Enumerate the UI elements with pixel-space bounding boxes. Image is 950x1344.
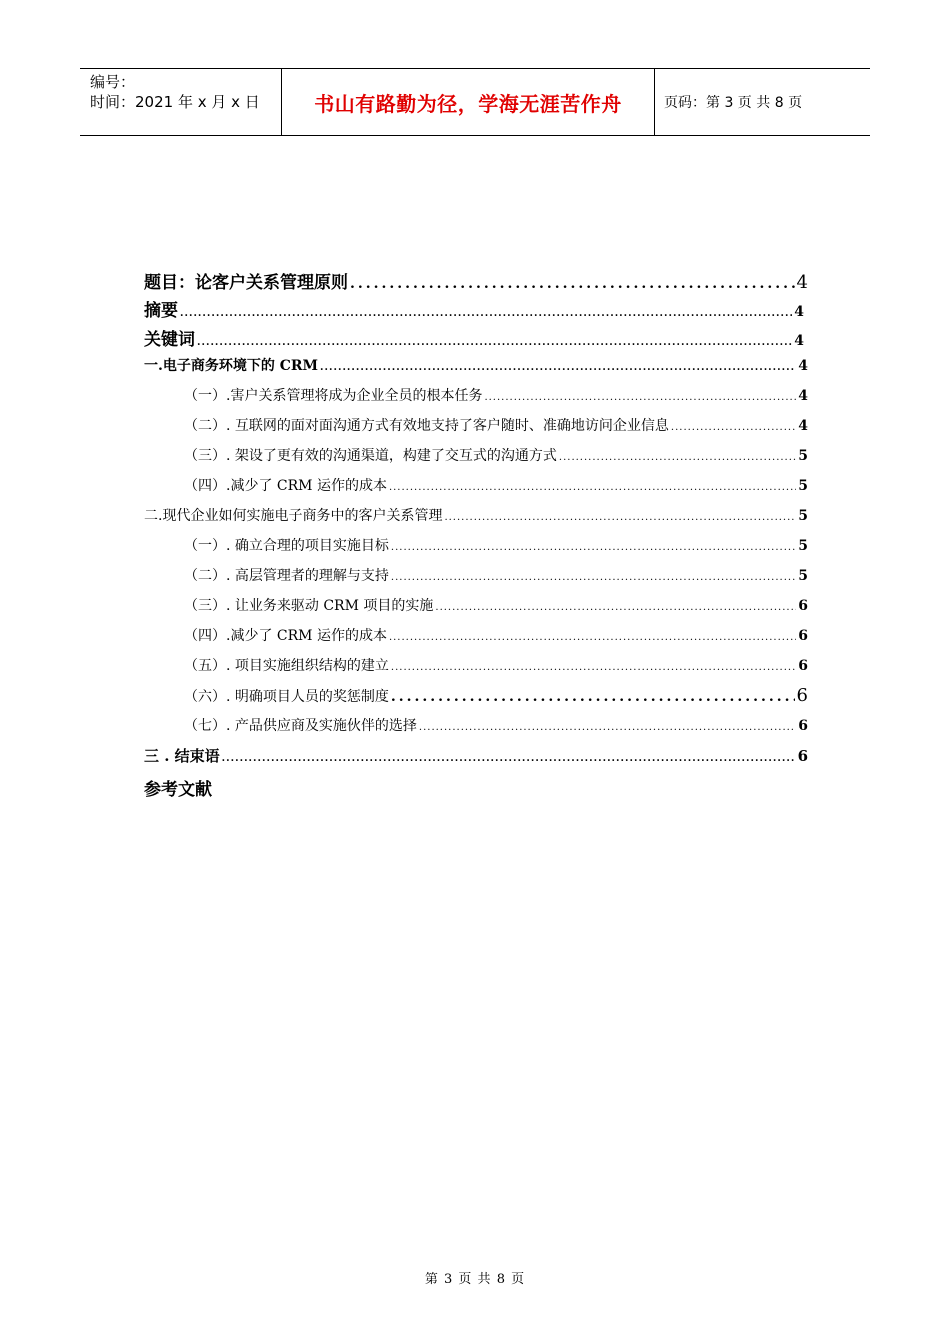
toc-entry-page: 6	[798, 628, 808, 644]
document-number-label: 编号：	[90, 73, 136, 91]
header-meta	[90, 72, 260, 112]
toc-entry-label: （二）. 高层管理者的理解与支持	[184, 568, 389, 584]
toc-leader	[484, 392, 796, 403]
toc-leader	[419, 722, 796, 733]
toc-entry[interactable]	[144, 296, 808, 325]
toc-entry[interactable]	[144, 355, 808, 385]
toc-entry-label: （七）. 产品供应商及实施伙伴的选择	[184, 718, 417, 734]
toc-entry-label: （一）. 确立合理的项目实施目标	[184, 538, 389, 554]
toc-entry[interactable]	[144, 745, 808, 775]
toc-entry-page: 5	[798, 538, 808, 554]
toc-entry[interactable]	[144, 715, 808, 745]
toc-entry[interactable]	[144, 775, 808, 805]
toc-entry-label: 参考文献	[144, 780, 212, 800]
toc-entry-label: （五）. 项目实施组织结构的建立	[184, 658, 389, 674]
toc-entry-label: 摘要	[144, 301, 178, 321]
toc-entry-label: （三）. 架设了更有效的沟通渠道，构建了交互式的沟通方式	[184, 448, 557, 464]
toc-entry-page: 4	[798, 418, 808, 434]
toc-leader	[350, 276, 795, 292]
page-footer: 第 3 页 共 8 页	[424, 1272, 526, 1287]
header-page-label: 页码：第 3 页 共 8 页	[664, 95, 803, 111]
header-motto: 书山有路勤为径，学海无涯苦作舟	[314, 91, 622, 116]
toc-leader	[559, 452, 796, 463]
toc-entry-page: 6	[797, 747, 808, 765]
toc-entry-label: （二）. 互联网的面对面沟通方式有效地支持了客户随时、准确地访问企业信息	[184, 418, 669, 434]
toc-entry[interactable]	[144, 535, 808, 565]
toc-entry-page: 5	[798, 448, 808, 464]
toc-entry[interactable]	[144, 655, 808, 685]
toc-leader	[197, 337, 792, 348]
toc-entry-page: 5	[798, 478, 808, 494]
toc-entry-label: 一.电子商务环境下的 CRM	[144, 358, 319, 374]
toc-leader	[391, 662, 796, 673]
toc-entry[interactable]	[144, 415, 808, 445]
toc-entry[interactable]	[144, 325, 808, 355]
toc-entry-page: 4	[798, 358, 808, 374]
toc-entry[interactable]	[144, 685, 808, 715]
toc-entry-label: （四）.减少了 CRM 运作的成本	[184, 478, 387, 494]
toc-leader	[391, 542, 796, 553]
toc-entry-label: （六）. 明确项目人员的奖惩制度	[184, 689, 389, 705]
toc-leader	[320, 362, 796, 373]
header-divider	[654, 68, 655, 136]
toc-entry-label: 二.现代企业如何实施电子商务中的客户关系管理	[144, 508, 443, 524]
page-header	[80, 68, 870, 136]
toc-entry[interactable]	[144, 475, 808, 505]
toc-leader	[222, 753, 796, 764]
toc-entry[interactable]	[144, 445, 808, 475]
toc-entry-label: 题目：论客户关系管理原则	[144, 273, 348, 293]
toc-entry-page: 5	[798, 508, 808, 524]
toc-leader	[389, 632, 796, 643]
toc-entry-label: 关键词	[144, 330, 195, 350]
table-of-contents	[144, 268, 808, 805]
toc-entry-label: （一）.害户关系管理将成为企业全员的根本任务	[184, 388, 483, 404]
toc-entry[interactable]	[144, 268, 808, 296]
toc-entry[interactable]	[144, 595, 808, 625]
toc-leader	[180, 308, 792, 319]
toc-entry-page: 5	[798, 568, 808, 584]
toc-entry-label: 三 . 结束语	[144, 747, 220, 765]
toc-entry-page: 4	[796, 272, 808, 293]
toc-entry[interactable]	[144, 565, 808, 595]
toc-entry[interactable]	[144, 385, 808, 415]
toc-leader	[391, 689, 795, 705]
toc-entry[interactable]	[144, 505, 808, 535]
toc-entry-label: （三）. 让业务来驱动 CRM 项目的实施	[184, 598, 434, 614]
toc-leader	[444, 512, 796, 523]
toc-leader	[389, 482, 796, 493]
toc-entry-page: 4	[798, 388, 808, 404]
toc-entry-page: 6	[798, 598, 808, 614]
toc-entry-page: 6	[798, 658, 808, 674]
document-date-label: 时间：2021 年 x 月 x 日	[90, 93, 260, 111]
toc-entry-page: 6	[798, 718, 808, 734]
toc-leader	[671, 422, 796, 433]
toc-entry[interactable]	[144, 625, 808, 655]
toc-leader	[391, 572, 796, 583]
toc-entry-label: （四）.减少了 CRM 运作的成本	[184, 628, 387, 644]
toc-entry-page: 4	[794, 333, 804, 349]
toc-entry-page: 6	[796, 685, 808, 706]
toc-entry-page: 4	[794, 304, 804, 320]
toc-leader	[435, 602, 796, 613]
